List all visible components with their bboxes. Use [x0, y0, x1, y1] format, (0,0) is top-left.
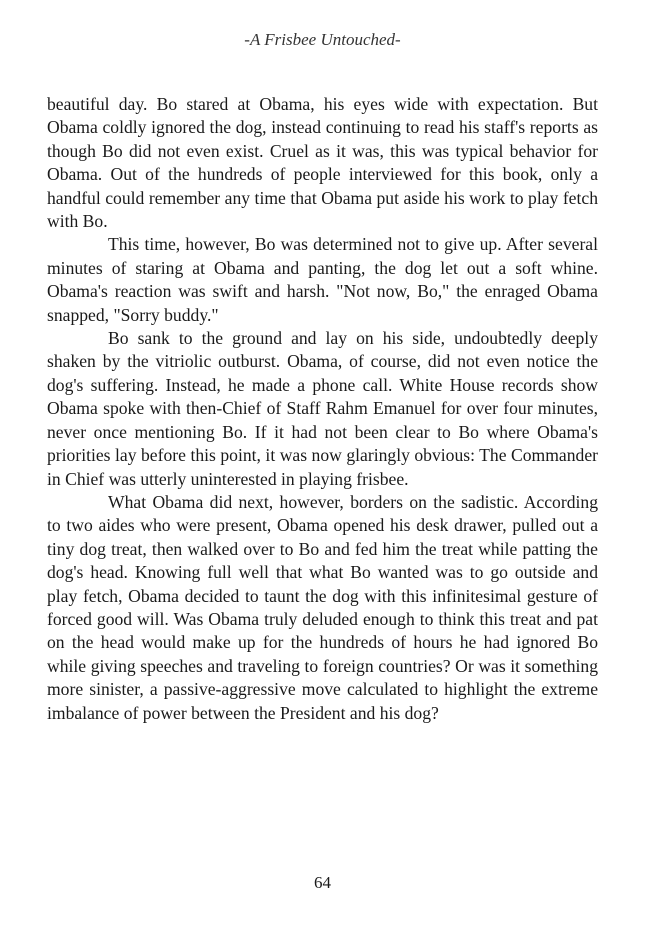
running-header: -A Frisbee Untouched-	[244, 30, 401, 49]
paragraph-2: This time, however, Bo was determined not to give up. After several minutes of staring at Obama and panting, the dog let out a soft whine. Obama's reaction was swift and harsh. "Not now, Bo," the enraged Obama snapped, "Sorry buddy."	[47, 234, 598, 325]
paragraph-3: Bo sank to the ground and lay on his side, undoubtedly deeply shaken by the vitriolic outburst. Obama, of course, did not even notice the dog's suffering. Instead, he made a phone call. White House records show Obama spoke with then-Chief of Staff Rahm Emanuel for over four minutes, never once mentioning Bo. If it had not been clear to Bo where Obama's priorities lay before this point, it was now glaringly obvious: The Commander in Chief was utterly uninterested in playing frisbee.	[47, 328, 598, 489]
body-text	[47, 93, 598, 725]
paragraph-4: What Obama did next, however, borders on the sadistic. According to two aides who were present, Obama opened his desk drawer, pulled out a tiny dog treat, then walked over to Bo and fed him the treat while patting the dog's head. Knowing full well that what Bo wanted was to go outside and play fetch, Obama decided to taunt the dog with this infinitesimal gesture of forced good will. Was Obama truly deluded enough to think this treat and pat on the head would make up for the hundreds of hours he had ignored Bo while giving speeches and traveling to foreign countries? Or was it something more sinister, a passive-aggressive move calculated to highlight the extreme imbalance of power between the President and his dog?	[47, 491, 598, 723]
paragraph-1: beautiful day. Bo stared at Obama, his eyes wide with expectation. But Obama coldly ignored the dog, instead continuing to read his staff's reports as though Bo did not even exist. Cruel as it was, this was typical behavior for Obama. Out of the hundreds of people interviewed for this book, only a handful could remember any time that Obama put aside his work to play fetch with Bo.	[47, 94, 598, 232]
page-number: 64	[314, 873, 331, 892]
